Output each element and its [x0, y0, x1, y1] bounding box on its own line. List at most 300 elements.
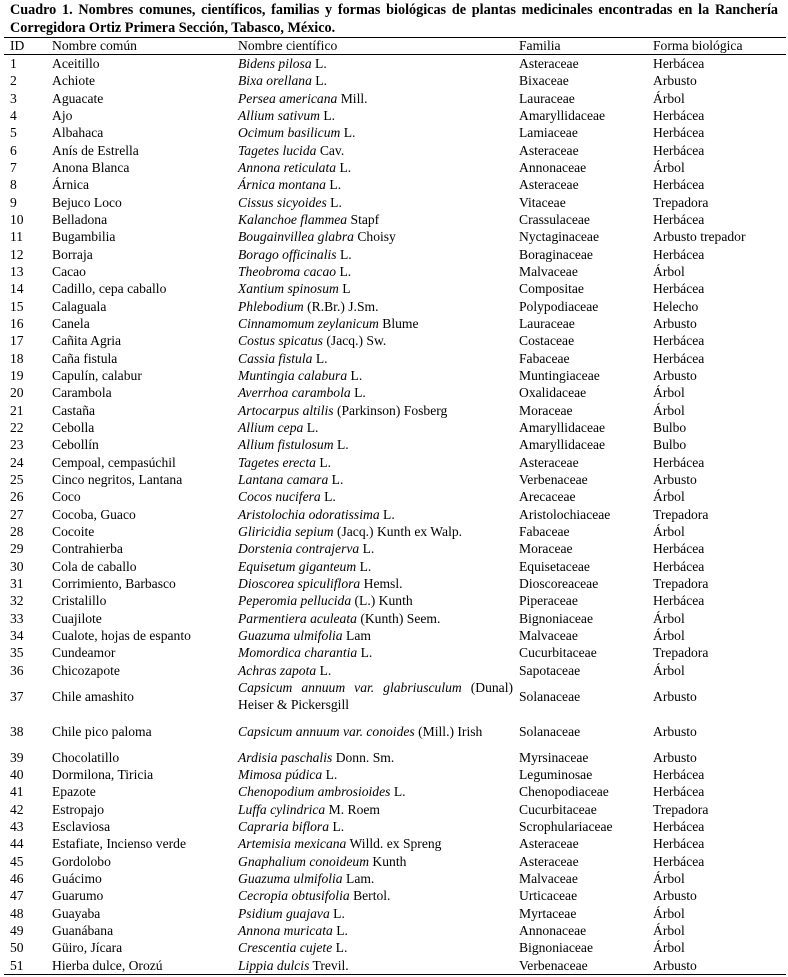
scientific-author: Hemsl.	[363, 575, 403, 591]
table-row	[4, 90, 786, 107]
cell-common-name: Calaguala	[52, 298, 107, 314]
cell-family: Bignoniaceae	[519, 610, 593, 626]
scientific-author: L.	[319, 662, 332, 678]
cell-form: Árbol	[653, 905, 685, 921]
cell-id: 9	[10, 194, 17, 210]
cell-family: Malvaceae	[519, 871, 578, 887]
cell-family: Asteraceae	[519, 836, 579, 852]
cell-scientific-name	[232, 922, 513, 939]
scientific-author: Choisy	[357, 229, 396, 245]
cell-common-name: Belladona	[52, 211, 108, 227]
cell-common-name: Guácimo	[52, 871, 102, 887]
cell-family: Scrophulariaceae	[519, 819, 613, 835]
cell-scientific-name	[232, 870, 513, 887]
scientific-binomial: Cocos nucifera	[238, 489, 321, 505]
scientific-author: (Mill.) Irish	[418, 723, 483, 739]
cell-common-name: Cebolla	[52, 419, 95, 435]
cell-family: Lauraceae	[519, 315, 575, 331]
cell-id: 17	[10, 333, 24, 349]
cell-form: Herbácea	[653, 177, 705, 193]
scientific-author: L.	[336, 437, 349, 453]
scientific-author: L.	[383, 506, 395, 522]
header-scientific-name: Nombre científico	[238, 38, 338, 53]
header-form: Forma biológica	[653, 38, 743, 53]
cell-family: Sapotaceae	[519, 662, 581, 678]
cell-scientific-name	[232, 766, 513, 783]
cell-common-name: Cadillo, cepa caballo	[52, 281, 167, 297]
cell-id: 40	[10, 767, 24, 783]
scientific-author: L.	[323, 108, 336, 123]
scientific-author: Blume	[382, 315, 419, 331]
cell-id: 29	[10, 541, 24, 557]
scientific-author: L.	[393, 784, 406, 800]
table-row	[4, 280, 786, 297]
cell-common-name: Güiro, Jícara	[52, 940, 123, 956]
scientific-author: L.	[315, 73, 327, 89]
cell-common-name: Caña fistula	[52, 350, 118, 366]
cell-family: Cucurbitaceae	[519, 645, 597, 661]
scientific-binomial: Lippia dulcis	[238, 957, 310, 973]
scientific-author: L.	[359, 558, 372, 574]
cell-form: Arbusto	[653, 749, 697, 765]
table-row	[4, 384, 786, 401]
scientific-author: L.	[325, 767, 338, 783]
cell-family: Arecaceae	[519, 489, 576, 505]
cell-id: 21	[10, 402, 24, 418]
cell-common-name: Guanábana	[52, 923, 114, 939]
cell-common-name: Castaña	[52, 402, 96, 418]
scientific-binomial: Bougainvillea glabra	[238, 229, 354, 245]
table-row	[4, 246, 786, 263]
scientific-binomial: Dorstenia contrajerva	[238, 541, 360, 557]
cell-family: Piperaceae	[519, 593, 578, 609]
scientific-binomial: Crescentia cujete	[238, 940, 333, 956]
cell-common-name: Chocolatillo	[52, 749, 120, 765]
table-row	[4, 419, 786, 436]
table-header-row	[4, 38, 786, 55]
scientific-binomial: Guazuma ulmifolia	[238, 871, 343, 887]
scientific-author: Kunth	[372, 853, 407, 869]
cell-scientific-name	[232, 419, 513, 436]
cell-scientific-name	[232, 280, 513, 297]
cell-id: 4	[10, 108, 17, 123]
cell-scientific-name	[232, 367, 513, 384]
cell-family: Verbenaceae	[519, 471, 588, 487]
table-caption: Cuadro 1. Nombres comunes, científicos, familias y formas biológicas de plantas medicinales encontradas en la Ranchería Corregidora Ortiz Primera Sección, Tabasco, México.	[10, 2, 778, 36]
table-row	[4, 766, 786, 783]
cell-form: Herbácea	[653, 558, 705, 574]
scientific-binomial: Mimosa púdica	[238, 767, 323, 783]
scientific-author: Lam.	[346, 871, 375, 887]
cell-scientific-name	[232, 558, 513, 575]
cell-id: 11	[10, 229, 24, 245]
scientific-binomial: Achras zapota	[238, 662, 317, 678]
scientific-author: L.	[315, 56, 327, 72]
table-row	[4, 298, 786, 315]
table-row	[4, 558, 786, 575]
scientific-binomial: Momordica charantia	[238, 645, 358, 661]
table-row	[4, 55, 786, 73]
cell-family: Cucurbitaceae	[519, 801, 597, 817]
cell-scientific-name	[232, 887, 513, 904]
cell-id: 23	[10, 437, 24, 453]
cell-scientific-name	[232, 107, 513, 124]
scientific-binomial: Allium sativum	[238, 108, 320, 123]
scientific-author: L.	[360, 645, 373, 661]
cell-form: Árbol	[653, 627, 685, 643]
cell-common-name: Cocoite	[52, 523, 95, 539]
scientific-binomial: Borago officinalis	[238, 246, 337, 262]
cell-id: 14	[10, 281, 24, 297]
scientific-binomial: Cecropia obtusifolia	[238, 888, 350, 904]
scientific-binomial: Allium cepa	[238, 419, 304, 435]
table-row	[4, 575, 786, 592]
cell-common-name: Cinco negritos, Lantana	[52, 471, 183, 487]
cell-common-name: Cristalillo	[52, 593, 107, 609]
cell-scientific-name	[232, 332, 513, 349]
cell-id: 47	[10, 888, 24, 904]
cell-form: Herbácea	[653, 541, 705, 557]
cell-id: 10	[10, 211, 24, 227]
cell-form: Árbol	[653, 940, 685, 956]
scientific-author: L.	[330, 194, 342, 210]
cell-form: Arbusto	[653, 888, 697, 904]
cell-id: 2	[10, 73, 17, 89]
cell-form: Trepadora	[653, 801, 709, 817]
scientific-binomial: Peperomia pellucida	[238, 593, 352, 609]
cell-common-name: Aceitillo	[52, 56, 100, 72]
cell-form: Herbácea	[653, 108, 705, 123]
cell-id: 5	[10, 125, 17, 141]
cell-family: Chenopodiaceae	[519, 784, 609, 800]
cell-common-name: Cempoal, cempasúchil	[52, 454, 176, 470]
cell-id: 41	[10, 784, 24, 800]
scientific-author: Trevil.	[312, 957, 349, 973]
scientific-author: Stapf	[350, 211, 380, 227]
cell-scientific-name	[232, 315, 513, 332]
cell-scientific-name	[232, 853, 513, 870]
cell-scientific-name	[232, 818, 513, 835]
cell-common-name: Bejuco Loco	[52, 194, 122, 210]
scientific-binomial: Tagetes lucida	[238, 142, 317, 158]
header-common-name: Nombre común	[52, 38, 137, 53]
cell-common-name: Gordolobo	[52, 853, 111, 869]
cell-id: 34	[10, 627, 24, 643]
scientific-binomial: Dioscorea spiculiflora	[238, 575, 361, 591]
table-row	[4, 714, 786, 749]
table-row	[4, 835, 786, 852]
cell-family: Annonaceae	[519, 159, 587, 175]
table-row	[4, 367, 786, 384]
cell-id: 27	[10, 506, 24, 522]
cell-form: Arbusto	[653, 688, 697, 704]
cell-family: Equisetaceae	[519, 558, 590, 574]
scientific-author: (Jacq.) Kunth ex Walp.	[336, 523, 463, 539]
cell-scientific-name	[232, 471, 513, 488]
cell-form: Herbácea	[653, 784, 705, 800]
cell-family: Urticaceae	[519, 888, 578, 904]
cell-common-name: Anona Blanca	[52, 159, 130, 175]
cell-scientific-name	[232, 350, 513, 367]
cell-scientific-name	[232, 142, 513, 159]
cell-scientific-name	[232, 679, 513, 714]
scientific-binomial: Bidens pilosa	[238, 56, 312, 72]
scientific-author: L.	[339, 263, 352, 279]
scientific-author: L.	[362, 541, 375, 557]
table-row	[4, 350, 786, 367]
cell-common-name: Árnica	[52, 177, 89, 193]
cell-form: Herbácea	[653, 246, 705, 262]
table-row	[4, 315, 786, 332]
scientific-binomial: Ocimum basilicum	[238, 125, 341, 141]
cell-common-name: Coco	[52, 489, 81, 505]
cell-id: 36	[10, 662, 24, 678]
cell-form: Herbácea	[653, 350, 705, 366]
cell-id: 51	[10, 957, 24, 973]
cell-id: 7	[10, 159, 17, 175]
table-row	[4, 627, 786, 644]
cell-scientific-name	[232, 194, 513, 211]
scientific-author: L.	[336, 923, 348, 939]
scientific-author: L.	[354, 385, 366, 401]
cell-family: Asteraceae	[519, 853, 579, 869]
cell-form: Arbusto	[653, 367, 697, 383]
scientific-binomial: Xantium spinosum	[238, 281, 339, 297]
cell-common-name: Esclaviosa	[52, 819, 111, 835]
cell-form: Árbol	[653, 263, 685, 279]
cell-scientific-name	[232, 454, 513, 471]
cell-common-name: Carambola	[52, 385, 112, 401]
cell-family: Compositae	[519, 281, 584, 297]
table-row	[4, 523, 786, 540]
scientific-binomial: Chenopodium ambrosioides	[238, 784, 391, 800]
cell-family: Moraceae	[519, 541, 573, 557]
scientific-author: Cav.	[319, 142, 345, 158]
cell-id: 22	[10, 419, 24, 435]
cell-form: Arbusto	[653, 471, 697, 487]
cell-scientific-name	[232, 714, 513, 749]
cell-common-name: Cebollín	[52, 437, 99, 453]
cell-form: Arbusto	[653, 73, 697, 89]
table-row	[4, 124, 786, 141]
table-row	[4, 471, 786, 488]
cell-form: Herbácea	[653, 56, 705, 72]
cell-common-name: Estropajo	[52, 801, 105, 817]
cell-scientific-name	[232, 90, 513, 107]
scientific-author: L.	[324, 489, 336, 505]
cell-common-name: Cañita Agria	[52, 333, 122, 349]
cell-family: Crassulaceae	[519, 211, 590, 227]
scientific-binomial: Cassia fistula	[238, 350, 313, 366]
cell-form: Árbol	[653, 489, 685, 505]
cell-common-name: Cuajilote	[52, 610, 102, 626]
cell-scientific-name	[232, 957, 513, 975]
cell-form: Herbácea	[653, 819, 705, 835]
cell-common-name: Capulín, calabur	[52, 367, 142, 383]
cell-family: Asteraceae	[519, 142, 579, 158]
table-row	[4, 939, 786, 956]
cell-form: Árbol	[653, 523, 685, 539]
cell-id: 37	[10, 688, 24, 704]
cell-id: 44	[10, 836, 24, 852]
cell-form: Herbácea	[653, 593, 705, 609]
scientific-binomial: Tagetes erecta	[238, 454, 316, 470]
cell-common-name: Ajo	[52, 108, 73, 123]
cell-common-name: Borraja	[52, 246, 93, 262]
cell-common-name: Contrahierba	[52, 541, 123, 557]
cell-form: Árbol	[653, 402, 685, 418]
scientific-author: L.	[319, 454, 332, 470]
cell-id: 16	[10, 315, 24, 331]
scientific-binomial: Costus spicatus	[238, 333, 323, 349]
cell-scientific-name	[232, 176, 513, 193]
scientific-binomial: Kalanchoe flammea	[238, 211, 348, 227]
scientific-author: (Parkinson) Fosberg	[336, 402, 448, 418]
scientific-binomial: Artocarpus altilis	[238, 402, 334, 418]
cell-form: Helecho	[653, 298, 699, 314]
scientific-binomial: Allium fistulosum	[238, 437, 334, 453]
cell-form: Árbol	[653, 871, 685, 887]
scientific-binomial: Cinnamomum zeylanicum	[238, 315, 379, 331]
cell-form: Trepadora	[653, 194, 709, 210]
cell-form: Arbusto	[653, 315, 697, 331]
cell-common-name: Anís de Estrella	[52, 142, 139, 158]
scientific-author: L.	[335, 940, 348, 956]
cell-scientific-name	[232, 905, 513, 922]
scientific-binomial: Capraria biflora	[238, 819, 330, 835]
table-row	[4, 436, 786, 453]
scientific-binomial: Parmentiera aculeata	[238, 610, 357, 626]
cell-id: 49	[10, 923, 24, 939]
cell-scientific-name	[232, 801, 513, 818]
scientific-author: L.	[343, 125, 356, 141]
cell-common-name: Chicozapote	[52, 662, 120, 678]
scientific-author: L.	[331, 471, 344, 487]
cell-scientific-name	[232, 159, 513, 176]
scientific-binomial: Bixa orellana	[238, 73, 312, 89]
scientific-binomial: Árnica montana	[238, 177, 326, 193]
table-row	[4, 801, 786, 818]
cell-scientific-name	[232, 228, 513, 245]
scientific-author: L.	[350, 367, 363, 383]
cell-scientific-name	[232, 263, 513, 280]
cell-family: Polypodiaceae	[519, 298, 599, 314]
scientific-author: (R.Br.) J.Sm.	[307, 298, 379, 314]
cell-form: Bulbo	[653, 437, 687, 453]
table-row	[4, 592, 786, 609]
cell-form: Trepadora	[653, 506, 709, 522]
cell-family: Vitaceae	[519, 194, 566, 210]
cell-form: Herbácea	[653, 767, 705, 783]
cell-id: 30	[10, 558, 24, 574]
table-row	[4, 818, 786, 835]
table-row	[4, 454, 786, 471]
cell-scientific-name	[232, 55, 513, 73]
cell-common-name: Hierba dulce, Orozú	[52, 957, 163, 973]
cell-common-name: Cualote, hojas de espanto	[52, 627, 191, 643]
cell-scientific-name	[232, 575, 513, 592]
scientific-binomial: Cissus sicyoides	[238, 194, 327, 210]
cell-scientific-name	[232, 749, 513, 766]
cell-id: 24	[10, 454, 24, 470]
cell-common-name: Chile pico paloma	[52, 723, 152, 739]
cell-common-name: Cundeamor	[52, 645, 116, 661]
scientific-binomial: Persea americana	[238, 90, 338, 106]
table-row	[4, 887, 786, 904]
table-row	[4, 610, 786, 627]
cell-common-name: Chile amashito	[52, 688, 134, 704]
cell-form: Herbácea	[653, 836, 705, 852]
cell-id: 48	[10, 905, 24, 921]
cell-family: Asteraceae	[519, 454, 579, 470]
cell-family: Aristolochiaceae	[519, 506, 611, 522]
scientific-binomial: Lantana camara	[238, 471, 329, 487]
cell-id: 39	[10, 749, 24, 765]
cell-common-name: Aguacate	[52, 90, 104, 106]
cell-scientific-name	[232, 298, 513, 315]
scientific-binomial: Equisetum giganteum	[238, 558, 357, 574]
scientific-author: Willd. ex Spreng	[349, 836, 442, 852]
cell-scientific-name	[232, 592, 513, 609]
table-row	[4, 488, 786, 505]
cell-common-name: Cacao	[52, 263, 86, 279]
cell-family: Annonaceae	[519, 923, 587, 939]
cell-form: Árbol	[653, 385, 685, 401]
cell-form: Herbácea	[653, 125, 705, 141]
scientific-author: L.	[339, 246, 352, 262]
cell-family: Fabaceae	[519, 350, 570, 366]
cell-form: Arbusto	[653, 723, 697, 739]
cell-id: 50	[10, 940, 24, 956]
cell-form: Árbol	[653, 159, 685, 175]
cell-id: 26	[10, 489, 24, 505]
cell-scientific-name	[232, 436, 513, 453]
cell-id: 45	[10, 853, 24, 869]
scientific-author: L.	[333, 905, 345, 921]
cell-family: Solanaceae	[519, 723, 581, 739]
table-row	[4, 506, 786, 523]
cell-family: Malvaceae	[519, 627, 578, 643]
cell-id: 8	[10, 177, 17, 193]
scientific-binomial: Annona muricata	[238, 923, 333, 939]
cell-family: Boraginaceae	[519, 246, 593, 262]
table-row	[4, 783, 786, 800]
cell-scientific-name	[232, 835, 513, 852]
cell-family: Oxalidaceae	[519, 385, 587, 401]
table-row	[4, 644, 786, 661]
cell-form: Arbusto	[653, 957, 697, 973]
scientific-author: L.	[315, 350, 328, 366]
cell-form: Arbusto trepador	[653, 229, 746, 245]
cell-scientific-name	[232, 610, 513, 627]
cell-family: Malvaceae	[519, 263, 578, 279]
cell-id: 35	[10, 645, 24, 661]
cell-form: Herbácea	[653, 454, 705, 470]
cell-scientific-name	[232, 488, 513, 505]
cell-family: Muntingiaceae	[519, 367, 600, 383]
cell-id: 38	[10, 723, 24, 739]
cell-scientific-name	[232, 211, 513, 228]
scientific-author: (Jacq.) Sw.	[326, 333, 387, 349]
cell-scientific-name	[232, 246, 513, 263]
cell-form: Herbácea	[653, 281, 705, 297]
table-row	[4, 679, 786, 714]
cell-id: 46	[10, 871, 24, 887]
table-row	[4, 194, 786, 211]
cell-id: 3	[10, 90, 17, 106]
cell-family: Lauraceae	[519, 90, 575, 106]
scientific-binomial: Averrhoa carambola	[238, 385, 351, 401]
